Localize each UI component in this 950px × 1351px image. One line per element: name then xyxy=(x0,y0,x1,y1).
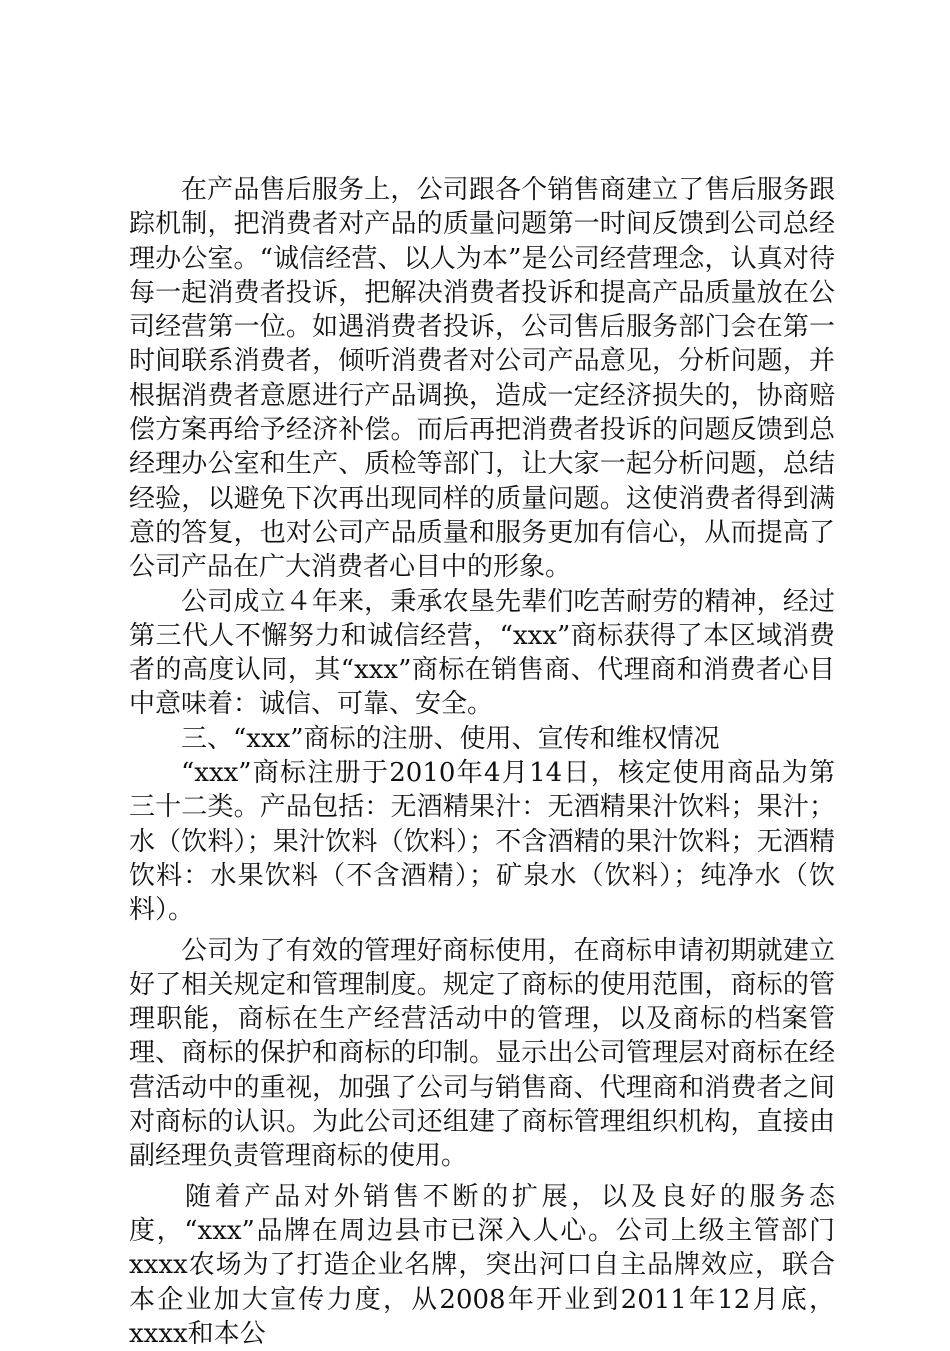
paragraph-company-history: 公司成立４年来，秉承农垦先辈们吃苦耐劳的精神，经过第三代人不懈努力和诚信经营，“xxx”商标获得了本区域消费者的高度认同，其“xxx”商标在销售商、代理商和消费者心目中意味着：诚信、可靠、安全。 xyxy=(129,586,835,720)
document-body xyxy=(129,173,835,1351)
paragraph-after-sales-service: 在产品售后服务上，公司跟各个销售商建立了售后服务跟踪机制，把消费者对产品的质量问题第一时间反馈到公司总经理办公室。“诚信经营、以人为本”是公司经营理念，认真对待每一起消费者投诉，把解决消费者投诉和提高产品质量放在公司经营第一位。如遇消费者投诉，公司售后服务部门会在第一时间联系消费者，倾听消费者对公司产品意见，分析问题，并根据消费者意愿进行产品调换，造成一定经济损失的，协商赔偿方案再给予经济补偿。而后再把消费者投诉的问题反馈到总经理办公室和生产、质检等部门，让大家一起分析问题，总结经验，以避免下次再出现同样的质量问题。这使消费者得到满意的答复，也对公司产品质量和服务更加有信心，从而提高了公司产品在广大消费者心目中的形象。 xyxy=(129,175,835,583)
paragraph-trademark-management: 公司为了有效的管理好商标使用，在商标申请初期就建立好了相关规定和管理制度。规定了商标的使用范围，商标的管理职能，商标在生产经营活动中的管理，以及商标的档案管理、商标的保护和商标的印制。显示出公司管理层对商标在经营活动中的重视，加强了公司与销售商、代理商和消费者之间对商标的认识。为此公司还组建了商标管理组织机构，直接由副经理负责管理商标的使用。 xyxy=(129,935,835,1172)
paragraph-trademark-registration: “xxx”商标注册于2010年4月14日，核定使用商品为第三十二类。产品包括：无酒精果汁：无酒精果汁饮料；果汁；水（饮料）；果汁饮料（饮料）；不含酒精的果汁饮料；无酒精饮料：水果饮料（不含酒精）；矿泉水（饮料）；纯净水（饮料）。 xyxy=(129,758,835,926)
section-heading-trademark: 三、“xxx”商标的注册、使用、宣传和维权情况 xyxy=(181,723,720,754)
paragraph-brand-promotion: 随着产品对外销售不断的扩展，以及良好的服务态度，“xxx”品牌在周边县市已深入人心。公司上级主管部门xxxx农场为了打造企业名牌，突出河口自主品牌效应，联合本企业加大宣传力度，从2008年开业到2011年12月底，xxxx和本公 xyxy=(129,1181,835,1349)
